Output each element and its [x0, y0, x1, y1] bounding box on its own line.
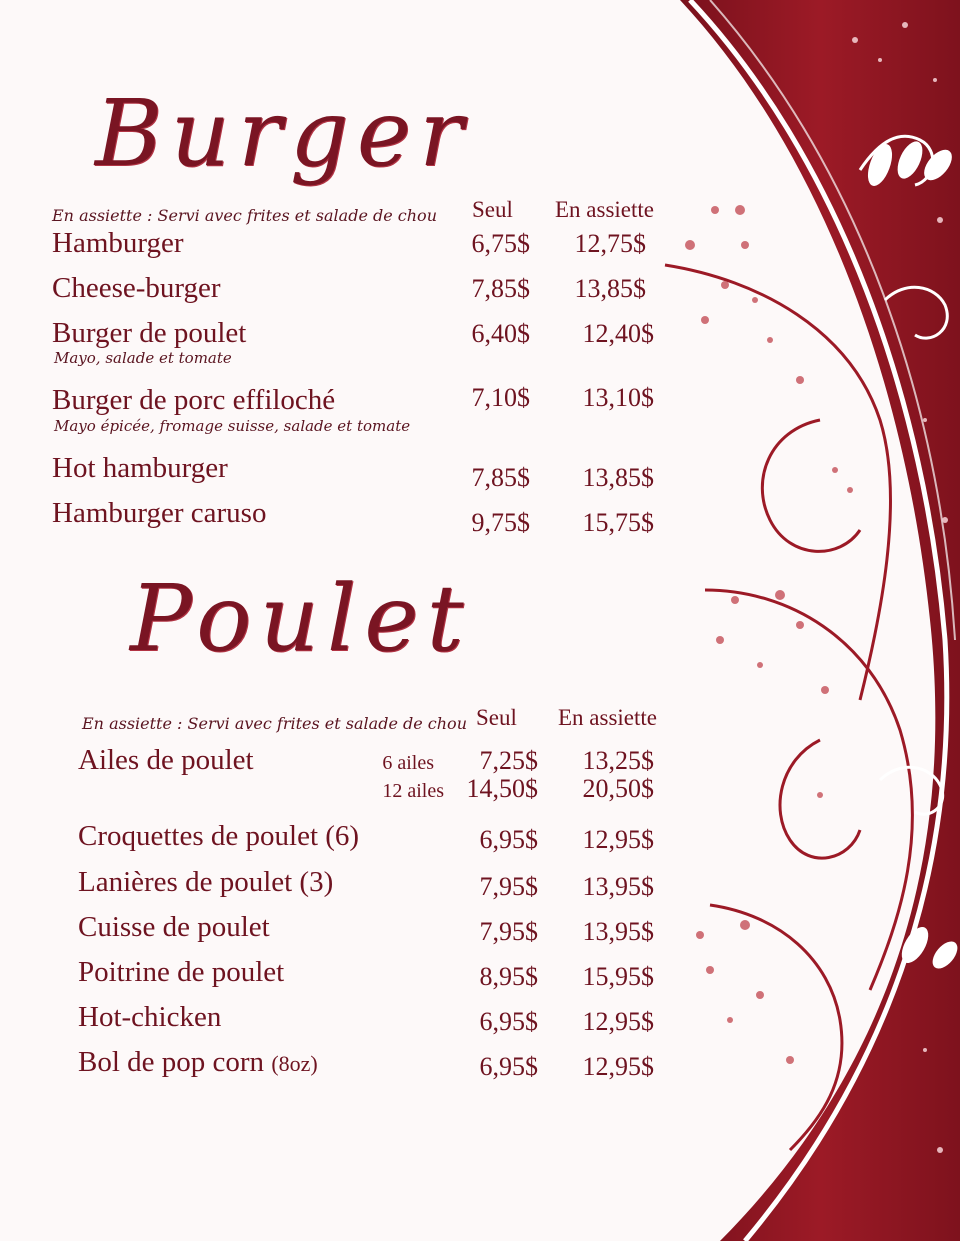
price-assiette: 13,25$: [582, 746, 654, 775]
burger-section-title: Burger: [95, 80, 472, 187]
poulet-plate-note: En assiette : Servi avec frites et salade de chou: [82, 714, 467, 733]
burger-plate-note: En assiette : Servi avec frites et salade de chou: [52, 206, 437, 225]
price-seul: 14,50$: [466, 774, 538, 803]
menu-item-description: Mayo, salade et tomate: [54, 349, 232, 367]
price-seul: 7,95$: [479, 917, 538, 946]
portion-size: (8oz): [271, 1051, 318, 1076]
menu-item-name: Burger de poulet: [52, 317, 247, 349]
price-assiette: 12,40$: [582, 319, 654, 348]
price-seul: 7,85$: [471, 463, 530, 492]
menu-item-name-text: Bol de pop corn: [78, 1046, 265, 1078]
price-seul: 7,85$: [471, 274, 530, 303]
menu-item-name: Lanières de poulet (3): [78, 866, 334, 898]
price-assiette: 15,75$: [582, 508, 654, 537]
price-assiette: 13,85$: [574, 274, 646, 303]
poulet-section-title: Poulet: [130, 565, 472, 672]
menu-item-name: Ailes de poulet: [78, 744, 254, 776]
wing-option: 6 ailes: [382, 752, 434, 774]
price-seul: 8,95$: [479, 962, 538, 991]
price-assiette: 12,95$: [582, 1052, 654, 1081]
price-assiette: 13,95$: [582, 872, 654, 901]
menu-item-name: Cuisse de poulet: [78, 911, 270, 943]
price-seul: 7,95$: [479, 872, 538, 901]
price-assiette: 13,95$: [582, 917, 654, 946]
price-seul: 7,25$: [479, 746, 538, 775]
price-seul: 6,95$: [479, 825, 538, 854]
menu-item-name: Hot hamburger: [52, 452, 228, 484]
burger-col-assiette: En assiette: [555, 197, 654, 222]
price-assiette: 12,75$: [574, 229, 646, 258]
poulet-col-seul: Seul: [476, 705, 517, 730]
price-assiette: 13,85$: [582, 463, 654, 492]
price-seul: 6,95$: [479, 1052, 538, 1081]
menu-item-name: Poitrine de poulet: [78, 956, 285, 988]
menu-item-name: Hamburger: [52, 227, 184, 259]
burger-col-seul: Seul: [472, 197, 513, 222]
menu-item-name: Croquettes de poulet (6): [78, 820, 360, 852]
price-assiette: 15,95$: [582, 962, 654, 991]
price-assiette: 20,50$: [582, 774, 654, 803]
price-assiette: 12,95$: [582, 1007, 654, 1036]
price-seul: 9,75$: [471, 508, 530, 537]
price-seul: 7,10$: [471, 383, 530, 412]
price-seul: 6,40$: [471, 319, 530, 348]
wing-option: 12 ailes: [382, 780, 444, 802]
price-assiette: 13,10$: [582, 383, 654, 412]
price-seul: 6,95$: [479, 1007, 538, 1036]
poulet-col-assiette: En assiette: [558, 705, 657, 730]
menu-item-name: [78, 1046, 318, 1079]
menu-item-name: Hamburger caruso: [52, 497, 267, 529]
price-seul: 6,75$: [471, 229, 530, 258]
menu-item-name: Hot-chicken: [78, 1001, 222, 1033]
menu-item-name: Burger de porc effiloché: [52, 384, 336, 416]
menu-item-name: Cheese-burger: [52, 272, 221, 304]
menu-item-description: Mayo épicée, fromage suisse, salade et tomate: [54, 417, 411, 435]
price-assiette: 12,95$: [582, 825, 654, 854]
